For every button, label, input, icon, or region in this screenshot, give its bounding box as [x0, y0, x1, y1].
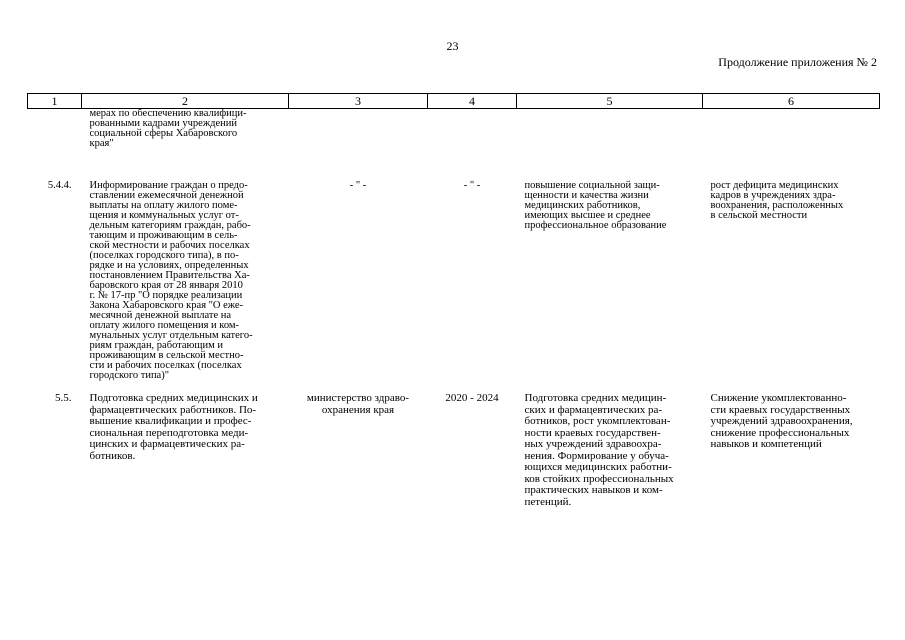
row-number: 5.5. [55, 392, 72, 404]
measure-name [82, 381, 289, 508]
text-line: петенций. [524, 495, 572, 508]
consequence [703, 381, 880, 508]
column-header: 3 [289, 94, 428, 109]
table-header-row [28, 94, 880, 109]
text-line: Подготовка средних медицинских и [89, 392, 258, 404]
text-line: ности краевых государствен- [524, 426, 661, 439]
text-line: Снижение укомплектованно- [710, 392, 847, 404]
measures-table [27, 93, 880, 508]
text-line: (поселках городского типа), в по- [89, 250, 239, 261]
text-line: социальной сферы Хабаровского [89, 128, 238, 139]
text-line: мерах по обеспечению квалифици- [89, 108, 247, 119]
executor [289, 109, 428, 150]
column-header: 5 [517, 94, 703, 109]
text-line: Информирование граждан о предо- [89, 180, 248, 191]
text-line: рованными кадрами учреждений [89, 118, 237, 129]
text-line: мунальных услуг отдельным катего- [89, 330, 253, 341]
text-line: ской местности и рабочих поселках [89, 240, 250, 251]
text-line: оплату жилого помещения и ком- [89, 320, 240, 331]
text-line: повышение социальной защи- [524, 180, 660, 191]
expected-result [517, 381, 703, 508]
text-line: щения и коммунальных услуг от- [89, 210, 239, 221]
text-line: риям граждан, работающим и [89, 340, 223, 351]
text-line: ставлении ежемесячной денежной [89, 190, 244, 201]
text-line: - " - [349, 180, 367, 191]
table-row [28, 149, 880, 381]
text-line: рядке и на условиях, определенных [89, 260, 249, 271]
text-line: выплаты на оплату жилого поме- [89, 200, 238, 211]
executor [289, 381, 428, 508]
text-line: сиональная переподготовка меди- [89, 426, 249, 439]
text-line: щенности и качества жизни [524, 190, 649, 201]
text-line: учреждений здравоохранения, [710, 415, 853, 427]
text-line: ботников. [89, 449, 136, 462]
text-line: имеющих высшее и среднее [524, 210, 651, 221]
measure-name [82, 149, 289, 381]
measure-name [82, 109, 289, 150]
period [428, 109, 517, 150]
text-line: тающим и проживающим в сель- [89, 230, 238, 241]
appendix-continuation-label: Продолжение приложения № 2 [718, 55, 877, 69]
text-line: медицинских работников, [524, 200, 641, 211]
text-line: края" [89, 138, 114, 149]
column-header: 6 [703, 94, 880, 109]
executor [289, 149, 428, 381]
column-header: 2 [82, 94, 289, 109]
table-row [28, 381, 880, 508]
text-line: воохранения, расположенных [710, 200, 844, 211]
text-line: ботников, рост укомплектован- [524, 415, 671, 427]
text-line: фармацевтических работников. По- [89, 403, 257, 416]
text-line: Подготовка средних медицин- [524, 392, 667, 404]
text-line: постановлением Правительства Ха- [89, 270, 250, 281]
text-line: проживающим в сельской местно- [89, 350, 244, 361]
text-line: профессиональное образование [524, 220, 667, 231]
text-line: баровского края от 28 января 2010 [89, 280, 243, 291]
text-line: сти и рабочих поселках (поселках [89, 360, 242, 371]
text-line: снижение профессиональных [710, 426, 850, 439]
row-number [28, 109, 82, 150]
text-line: в сельской местности [710, 210, 808, 221]
period: - " - [463, 180, 481, 191]
text-line: вышение квалификации и профес- [89, 415, 252, 427]
text-line: ских и фармацевтических ра- [524, 403, 663, 416]
text-line: дельным категориям граждан, рабо- [89, 220, 251, 231]
expected-result [517, 109, 703, 150]
text-line: ков стойких профессиональных [524, 472, 674, 485]
column-header: 1 [28, 94, 82, 109]
consequence [703, 109, 880, 150]
text-line: месячной денежной выплате на [89, 310, 232, 321]
table-body [28, 109, 880, 509]
text-line: г. № 17-пр "О порядке реализации [89, 290, 243, 301]
text-line: нения. Формирование у обуча- [524, 449, 669, 462]
consequence [703, 149, 880, 381]
text-line: навыков и компетенций [710, 438, 822, 450]
text-line: цинских и фармацевтических ра- [89, 438, 245, 450]
column-header: 4 [428, 94, 517, 109]
text-line: ных учреждений здравоохра- [524, 438, 662, 450]
text-line: охранения края [321, 403, 395, 416]
expected-result [517, 149, 703, 381]
text-line: кадров в учреждениях здра- [710, 190, 836, 201]
text-line: Закона Хабаровского края "О еже- [89, 300, 244, 311]
text-line: сти краевых государственных [710, 403, 851, 416]
text-line: практических навыков и ком- [524, 484, 663, 496]
table-row [28, 109, 880, 150]
text-line: рост дефицита медицинских [710, 180, 839, 191]
text-line: ющихся медицинских работни- [524, 461, 672, 473]
text-line: министерство здраво- [306, 392, 410, 404]
row-number: 5.4.4. [47, 180, 72, 191]
page-number: 23 [446, 39, 459, 53]
text-line: городского типа)" [89, 370, 170, 381]
period: 2020 - 2024 [445, 392, 499, 404]
